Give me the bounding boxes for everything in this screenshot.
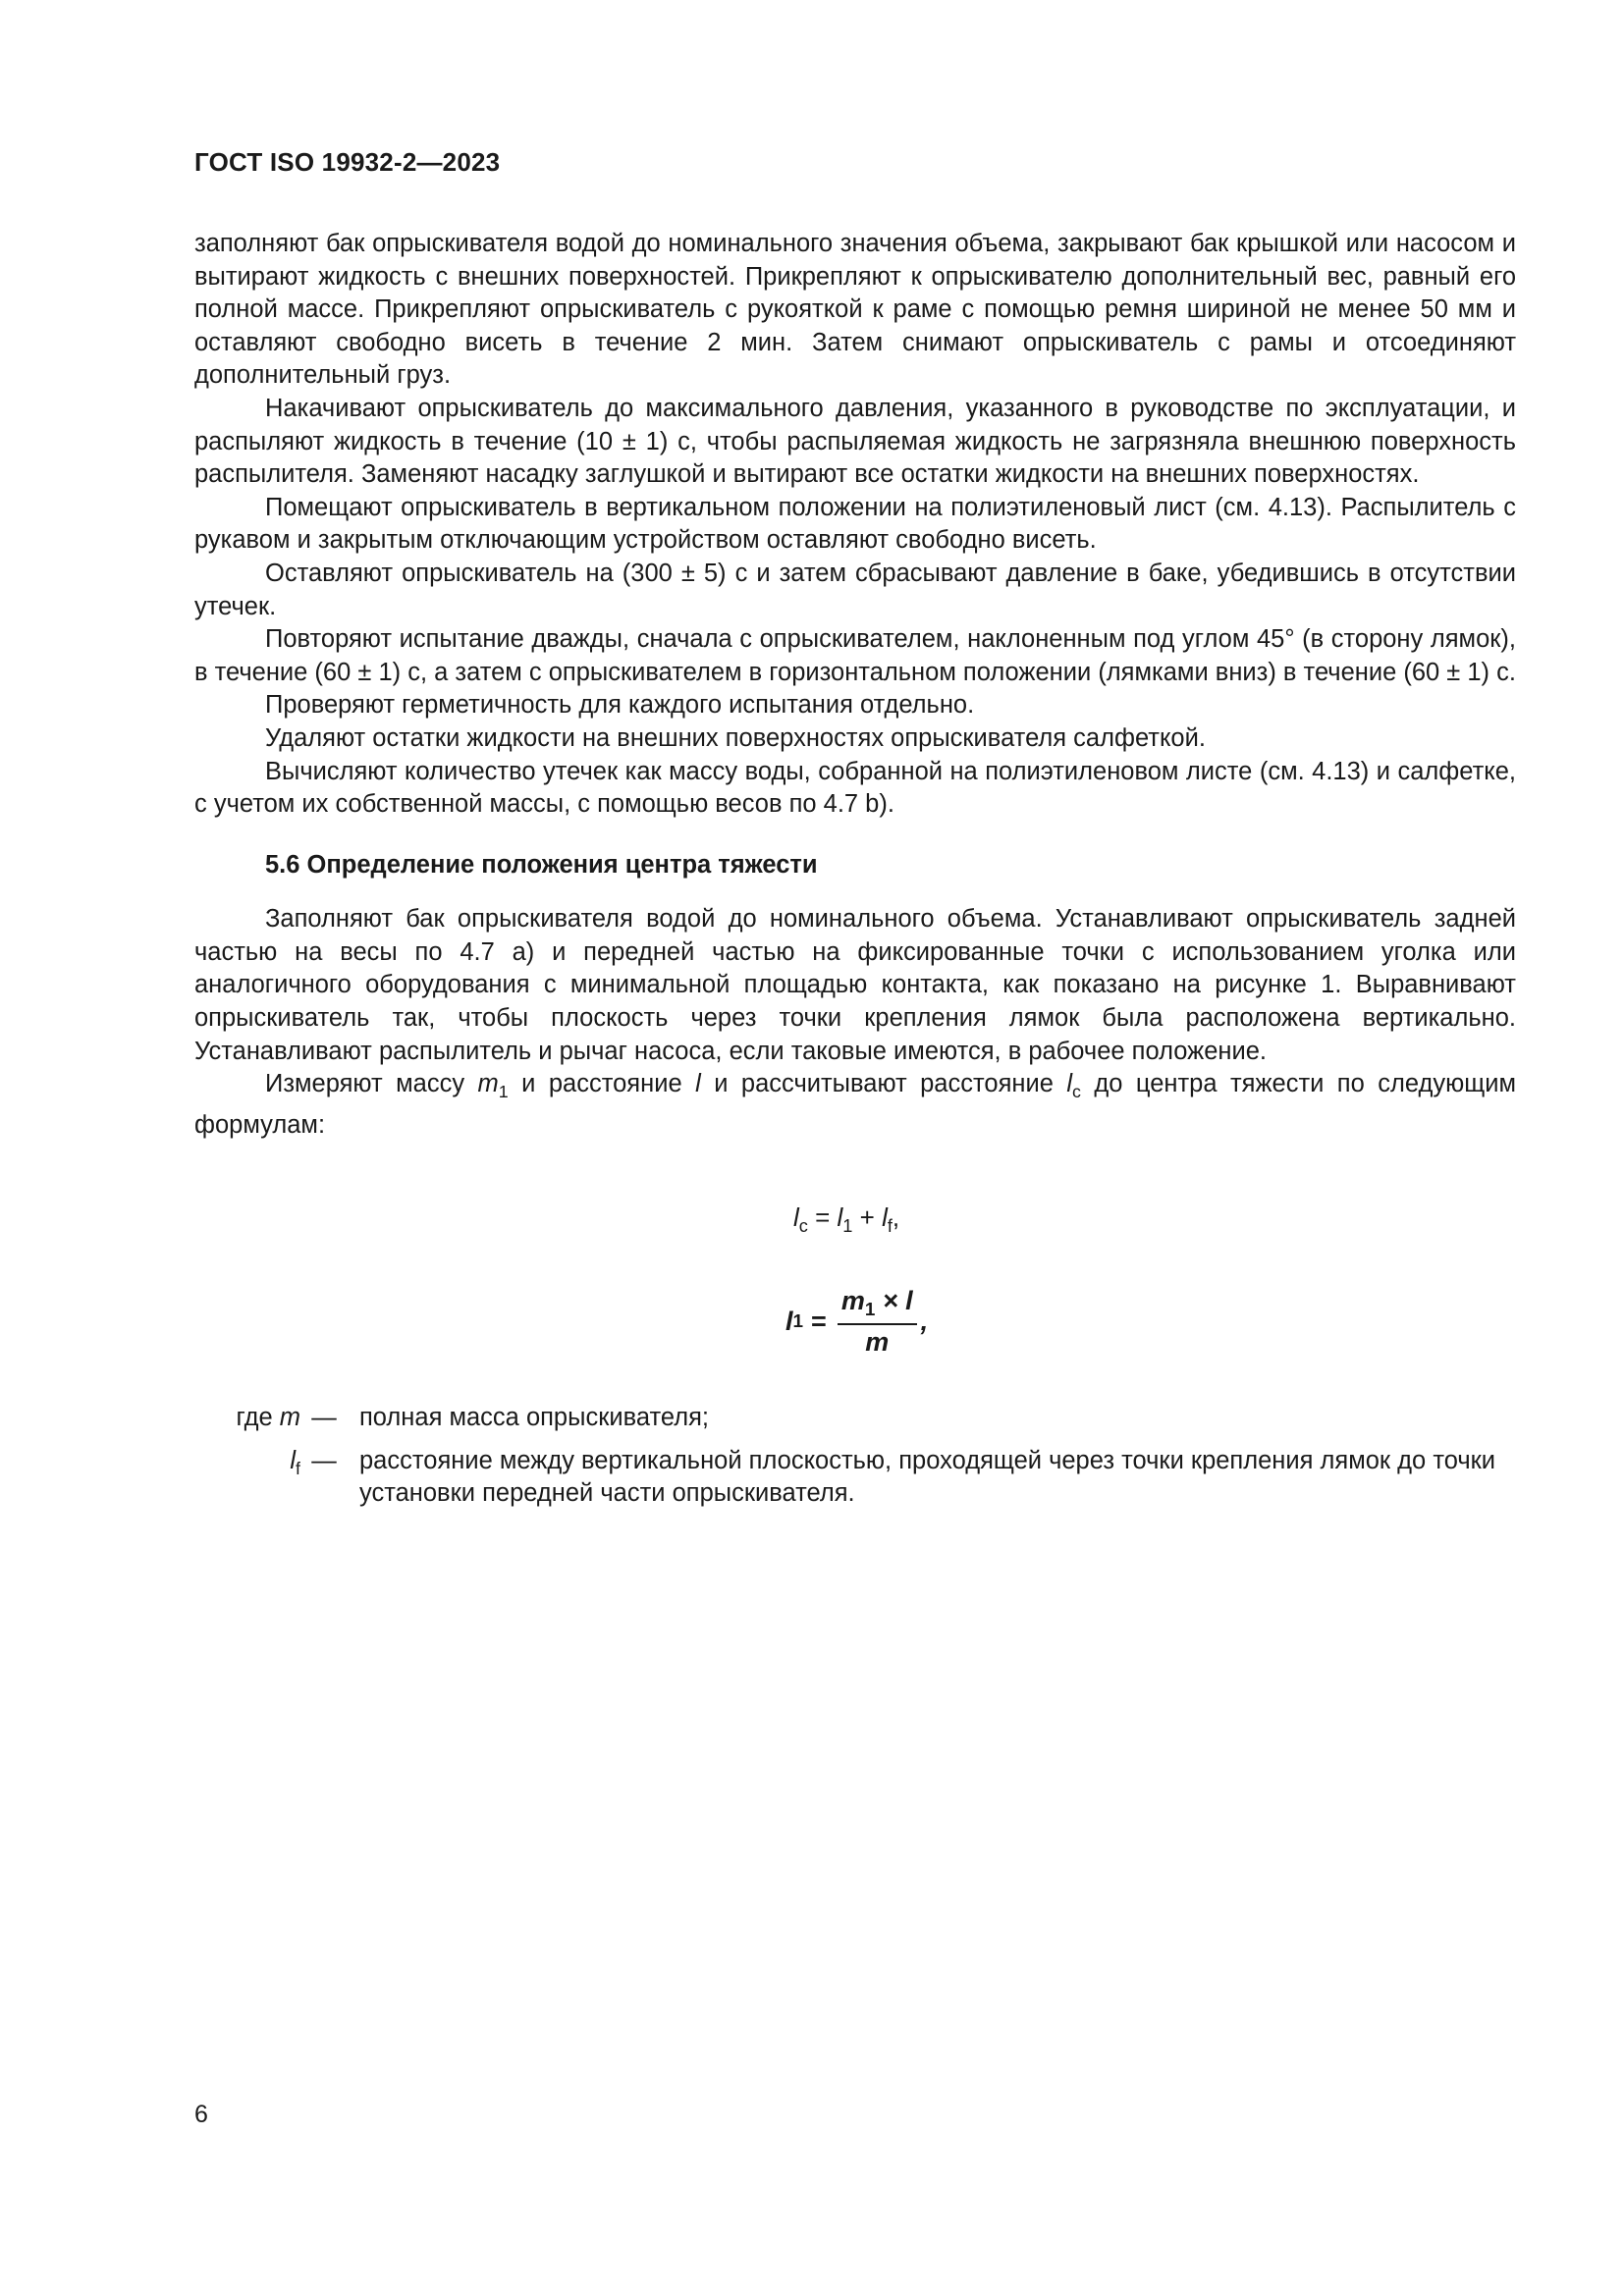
paragraph: Оставляют опрыскиватель на (300 ± 5) с и затем сбрасывают давление в баке, убедившись в отсутствии утечек.: [194, 559, 1516, 620]
symbol-m: m: [477, 1070, 499, 1098]
legend-symbol: l: [290, 1446, 297, 1474]
paragraph: Проверяют герметичность для каждого испытания отдельно.: [265, 691, 975, 720]
subscript: 1: [864, 1300, 876, 1320]
text-run: Измеряют массу: [265, 1070, 478, 1098]
measure-paragraph: [194, 1068, 1516, 1142]
formula-operator: ×: [875, 1286, 906, 1315]
subscript: f: [887, 1216, 893, 1236]
formula-operator: =: [807, 1202, 838, 1232]
formula-symbol: l: [785, 1307, 793, 1336]
formula-punct: ,: [920, 1307, 929, 1336]
paragraph: Вычисляют количество утечек как массу воды, собранной на полиэтиленовом листе (см. 4.13) и салфетке, с учетом их собственной массы, с помощью весов по 4.7 b).: [194, 757, 1516, 819]
document-header: ГОСТ ISO 19932-2—2023: [194, 147, 501, 177]
legend-symbol: m: [279, 1404, 300, 1431]
legend-key: [194, 1445, 300, 1511]
legend-description: полная масса опрыскивателя;: [359, 1404, 709, 1431]
paragraph: Удаляют остатки жидкости на внешних поверхностях опрыскивателя салфеткой.: [265, 723, 1206, 752]
formula-symbol: l: [882, 1202, 888, 1232]
subscript: 1: [792, 1310, 804, 1332]
formula-symbol: m: [840, 1286, 865, 1315]
subscript: c: [798, 1216, 808, 1236]
formula-symbol: l: [793, 1202, 799, 1232]
subscript: f: [296, 1458, 300, 1478]
paragraph: Повторяют испытание дважды, сначала с опрыскивателем, наклоненным под углом 45° (в сторону лямок), в течение (60 ± 1) с, а затем с опрыскивателем в горизонтальном положении (лямками вниз) в течение (60 ± 1) с.: [194, 625, 1516, 686]
formula-symbol: l: [837, 1202, 843, 1232]
legend-row: [194, 1402, 1516, 1435]
paragraph: заполняют бак опрыскивателя водой до номинального значения объема, закрывают бак крышкой или насосом и вытирают жидкость с внешних поверхностей. Прикрепляют к опрыскивателю дополнительный вес, равный его полной массе. Прикрепляют опрыскиватель с рукояткой к раме с помощью ремня шириной не менее 50 мм и оставляют свободно висеть в течение 2 мин. Затем снимают опрыскиватель с рамы и отсоединяют дополнительный груз.: [194, 230, 1516, 390]
symbol-l: l: [695, 1070, 701, 1098]
formula-fraction: [838, 1286, 917, 1358]
symbol-lc: l: [1066, 1070, 1073, 1098]
legend-key: [194, 1402, 300, 1435]
formula-l1: [785, 1286, 928, 1358]
paragraph: Помещают опрыскиватель в вертикальном положении на полиэтиленовый лист (см. 4.13). Распылитель с рукавом и закрытым отключающим устройством оставляют свободно висеть.: [194, 493, 1516, 555]
text-run: и рассчитывают расстояние: [700, 1070, 1067, 1098]
formula-punct: ,: [892, 1202, 900, 1232]
subscript: c: [1072, 1082, 1081, 1102]
text-run: до центра тяжести по следующим формулам:: [194, 1070, 1517, 1139]
legend-row: [194, 1445, 1516, 1511]
body-text: [194, 228, 1516, 1142]
formula-lc: [793, 1202, 899, 1237]
section-heading: 5.6 Определение положения центра тяжести: [265, 850, 818, 879]
formula-operator: =: [803, 1307, 834, 1336]
formula-operator: +: [852, 1202, 883, 1232]
symbol-legend: [194, 1402, 1516, 1521]
fraction-denominator: m: [865, 1327, 890, 1357]
legend-description: расстояние между вертикальной плоскостью, проходящей через точки крепления лямок до точки установки передней части опрыскивателя.: [359, 1446, 1496, 1508]
paragraph: Заполняют бак опрыскивателя водой до номинального объема. Устанавливают опрыскиватель задней частью на весы по 4.7 а) и передней частью на фиксированные точки с использованием уголка или аналогичного оборудования с минимальной площадью контакта, как показано на рисунке 1. Выравнивают опрыскиватель так, чтобы плоскость через точки крепления лямок была расположена вертикально. Устанавливают распылитель и рычаг насоса, если таковые имеются, в рабочее положение.: [194, 905, 1516, 1065]
legend-dash: —: [311, 1404, 337, 1431]
page-number: 6: [194, 2101, 208, 2128]
subscript: 1: [498, 1082, 509, 1102]
legend-dash: —: [311, 1446, 337, 1474]
legend-prefix: где: [236, 1404, 280, 1431]
formula-symbol: l: [905, 1286, 913, 1315]
paragraph: Накачивают опрыскиватель до максимального давления, указанного в руководстве по эксплуатации, и распыляют жидкость в течение (10 ± 1) с, чтобы распыляемая жидкость не загрязняла внешнюю поверхность распылителя. Заменяют насадку заглушкой и вытирают все остатки жидкости на внешних поверхностях.: [194, 394, 1516, 489]
subscript: 1: [842, 1216, 853, 1236]
fraction-numerator: [838, 1286, 917, 1325]
text-run: и расстояние: [508, 1070, 696, 1098]
